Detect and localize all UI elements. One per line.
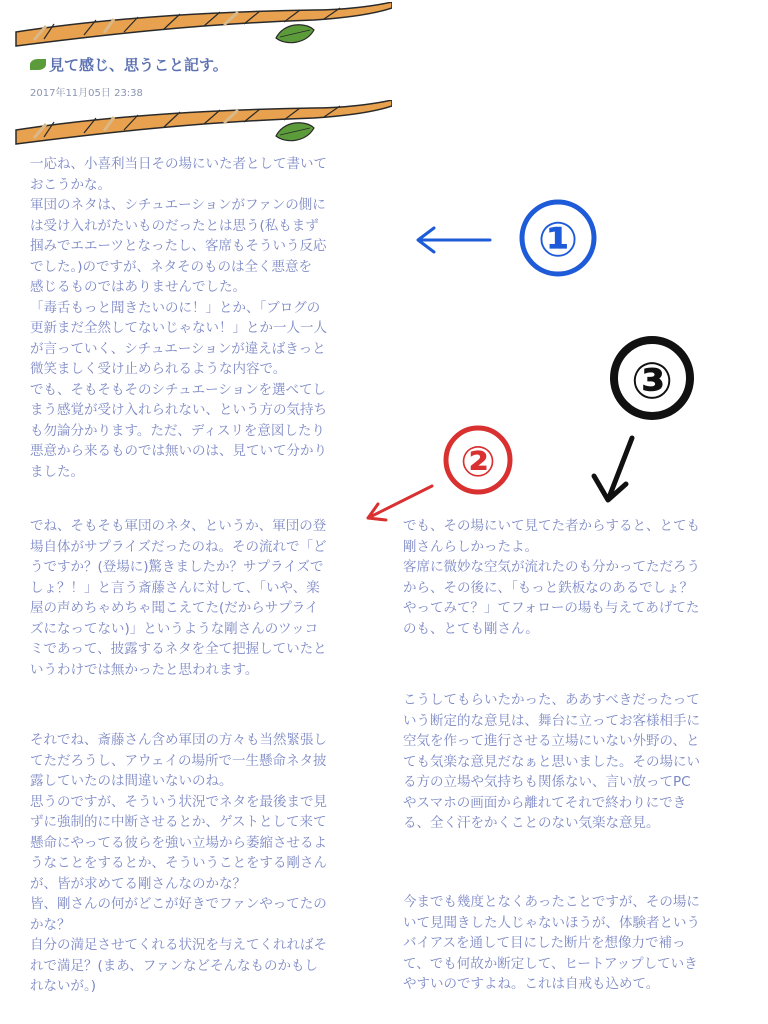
post-date: 2017年11月05日 23:38 (30, 88, 143, 99)
arrow-left-icon (418, 228, 490, 252)
left-paragraph-2: でね、そもそも軍団のネタ、というか、軍団の登 場自体がサプライズだったのね。その流れで「ど うですか？(登場に)驚きましたか？サプライズで しょ？！」と言う斎藤さんに対して、「いや、楽 屋の声めちゃめちゃ聞こえてた(だからサプライ ズになってない)」というような剛さんのツッコ ミであって、披露するネタを全て把握していたと いうわけでは無かったと思われます。 (30, 518, 327, 678)
annotation-3-number: ③ (630, 352, 674, 410)
leaf-icon (276, 123, 314, 141)
left-paragraph-1: 一応ね、小喜利当日その場にいた者として書いて おこうかな。 軍団のネタは、シチュエーションがファンの側に は受け入れがたいものだったとは思う(私もまず 掴みでエエーツとなったし、客席もそういう反応 でした。)のですが、ネタそのものは全く悪意を 感じるものではありませんでした。 「毒舌もっと聞きたいのに！」とか、「ブログの 更新まだ全然してないじゃない！」とか一人一人 が言っていく、シチュエーションが違えばきっと 微笑ましく受け止められるような内容で。 でも、そもそもそのシチュエーションを選べてし まう感覚が受け入れられない、という方の気持ち も勿論分かります。ただ、ディスリを意図したり 悪意から来るものでは無いのは、見ていて分かり ました。 (30, 156, 327, 480)
arrow-down-left-icon (368, 486, 432, 520)
annotation-1 (410, 196, 610, 286)
post-title-text[interactable]: 見て感じ、思うこと記す。 (49, 56, 228, 74)
vine-banner-top (14, 2, 392, 48)
right-paragraph-3: 今までも幾度となくあったことですが、その場に いて見聞きした人じゃないほうが、体験者という バイアスを通して目にした断片を想像力で補っ て、でも何故か断定して、ヒートアップしていき やすいのですよね。これは自戒も込めて。 (403, 894, 700, 992)
annotation-1-number: ① (537, 212, 579, 268)
leaf-icon (30, 59, 46, 70)
right-paragraph-2: こうしてもらいたかった、ああすべきだったって いう断定的な意見は、舞台に立ってお客様相手に 空気を作って進行させる立場にいない外野の、と ても気楽な意見だなぁと思いました。その場にい る方の立場や気持ちも関係ない、言い放ってPC やスマホの画面から離れてそれで終わりにでき る、全く汗をかくことのない気楽な意見。 (403, 692, 700, 831)
post-title[interactable] (30, 54, 228, 75)
vine-banner-bottom (14, 100, 392, 146)
left-paragraph-3: それでね、斎藤さん含め軍団の方々も当然緊張し てただろうし、アウェイの場所で一生懸命ネタ披 露していたのは間違いないのね。 思うのですが、そういう状況でネタを最後まで見 ずに強制的に中断させるとか、ゲストとして来て 懸命にやってる彼らを強い立場から萎縮させるよ うなことをするとか、そういうことをする剛さん が、皆が求めてる剛さんなのかな？ 皆、剛さんの何がどこが好きでファンやってたの かな？ 自分の満足させてくれる状況を与えてくれればそ れで満足？(まあ、ファンなどそんなものかもし れないが。) (30, 732, 327, 994)
arrow-down-icon (594, 438, 632, 500)
vine-branch (16, 2, 392, 46)
annotation-2 (360, 424, 530, 534)
annotation-2-number: ② (460, 437, 496, 486)
leaf-icon (276, 25, 314, 43)
annotation-3 (580, 334, 710, 514)
right-paragraph-1: でも、その場にいて見てた者からすると、とても 剛さんらしかったよ。 客席に微妙な空気が流れたのも分かってただろう から、その後に、「もっと鉄板なのあるでしょ？ やってみて？」てフォローの場も与えてあげてた のも、とても剛さん。 (403, 518, 700, 637)
vine-branch (16, 100, 392, 144)
